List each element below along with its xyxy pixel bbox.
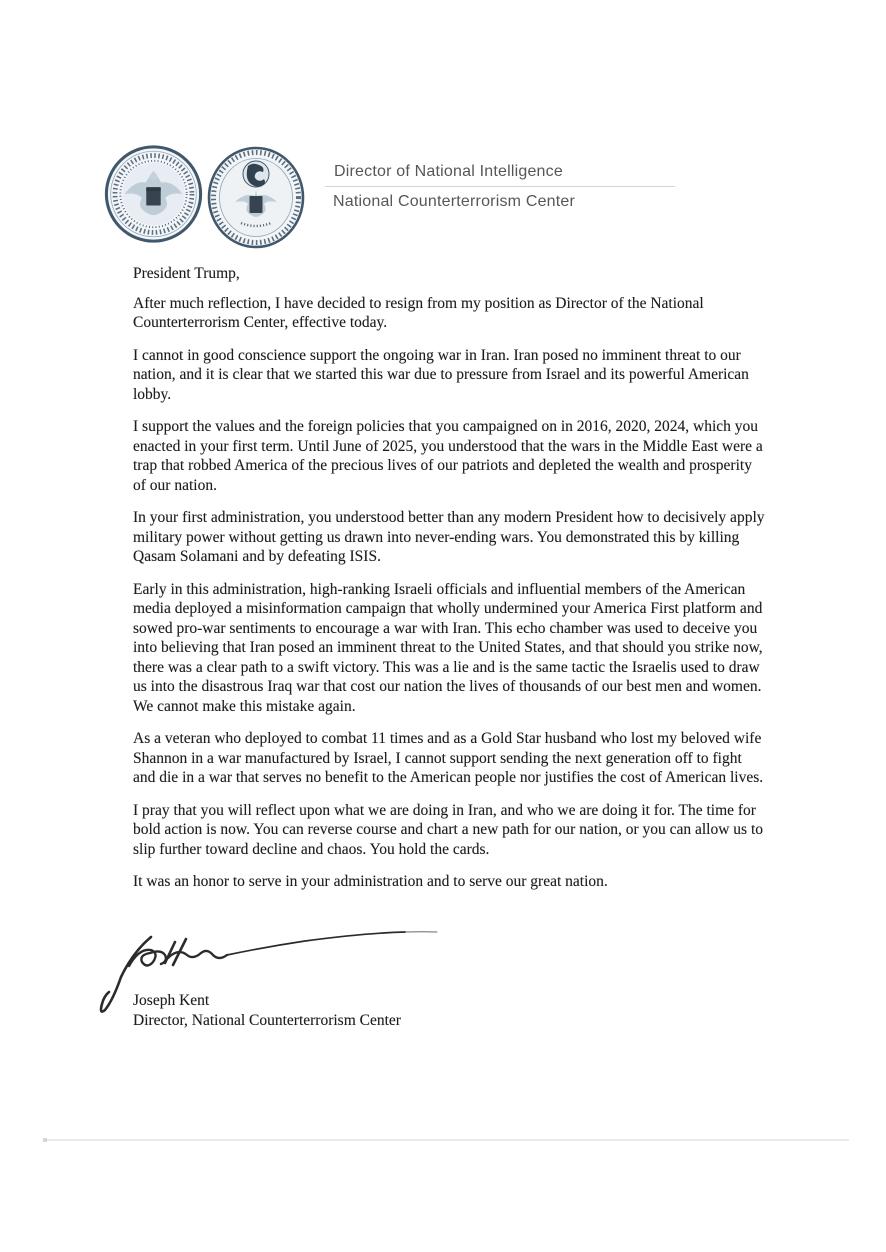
signer-block: [133, 991, 401, 1031]
salutation: President Trump,: [133, 265, 240, 282]
letterhead-text-block: [325, 163, 675, 211]
odni-seal-icon: [103, 144, 204, 244]
paragraph-honor: It was an honor to serve in your administration and to serve our great nation.: [133, 873, 608, 890]
paragraph-veteran: As a veteran who deployed to combat 11 times and as a Gold Star husband who lost my beloved wife Shannon in a war manufactured by Israel, I cannot support sending the next generation off to fight and die in a war that serves no benefit to the American people nor justifies the cost of American lives.: [133, 730, 764, 786]
bottom-divider-cap: [43, 1138, 47, 1142]
paragraph-resignation: After much reflection, I have decided to resign from my position as Director of the National Counterterrorism Center, effective today.: [133, 294, 704, 331]
paragraph-misinformation: Early in this administration, high-ranking Israeli officials and influential members of the American media deployed a misinformation campaign that wholly undermined your America First platform and sowed pro-war sentiments to encourage a war with Iran. This echo chamber was used to deceive you into believing that Iran posed an imminent threat to the United States, and that should you strike now, there was a clear path to a swift victory. This was a lie and is the same tactic the Israelis used to draw us into the disastrous Iraq war that cost our nation the lives of thousands of our best men and women. We cannot make this mistake again.: [133, 580, 763, 715]
letterhead-agency-line2: National Counterterrorism Center: [333, 193, 576, 210]
letterhead-agency-line1: Director of National Intelligence: [325, 163, 675, 187]
nctc-seal-icon: [207, 146, 305, 249]
paragraph-values: I support the values and the foreign policies that you campaigned on in 2016, 2020, 2024, which you enacted in your first term. Until June of 2025, you understood that the wars in the Middle East were a trap that robbed America of the precious lives of our patriots and depleted the wealth and prosperity of our nation.: [133, 418, 763, 494]
bottom-divider: [43, 1139, 849, 1141]
signer-title: Director, National Counterterrorism Center: [133, 1012, 401, 1029]
paragraph-conscience: I cannot in good conscience support the ongoing war in Iran. Iran posed no imminent threat to our nation, and it is clear that we started this war due to pressure from Israel and its powerful American lobby.: [133, 346, 749, 403]
letter-body: [133, 264, 767, 905]
signer-name: Joseph Kent: [133, 992, 210, 1009]
paragraph-first-administration: In your first administration, you understood better than any modern President how to decisively apply military power without getting us drawn into never-ending wars. You demonstrated this by killing Qasam Solamani and by defeating ISIS.: [133, 509, 765, 565]
paragraph-pray: I pray that you will reflect upon what we are doing in Iran, and who we are doing it for. The time for bold action is now. You can reverse course and chart a new path for our nation, or you can allow us to slip further toward decline and chaos. You hold the cards.: [133, 801, 764, 858]
